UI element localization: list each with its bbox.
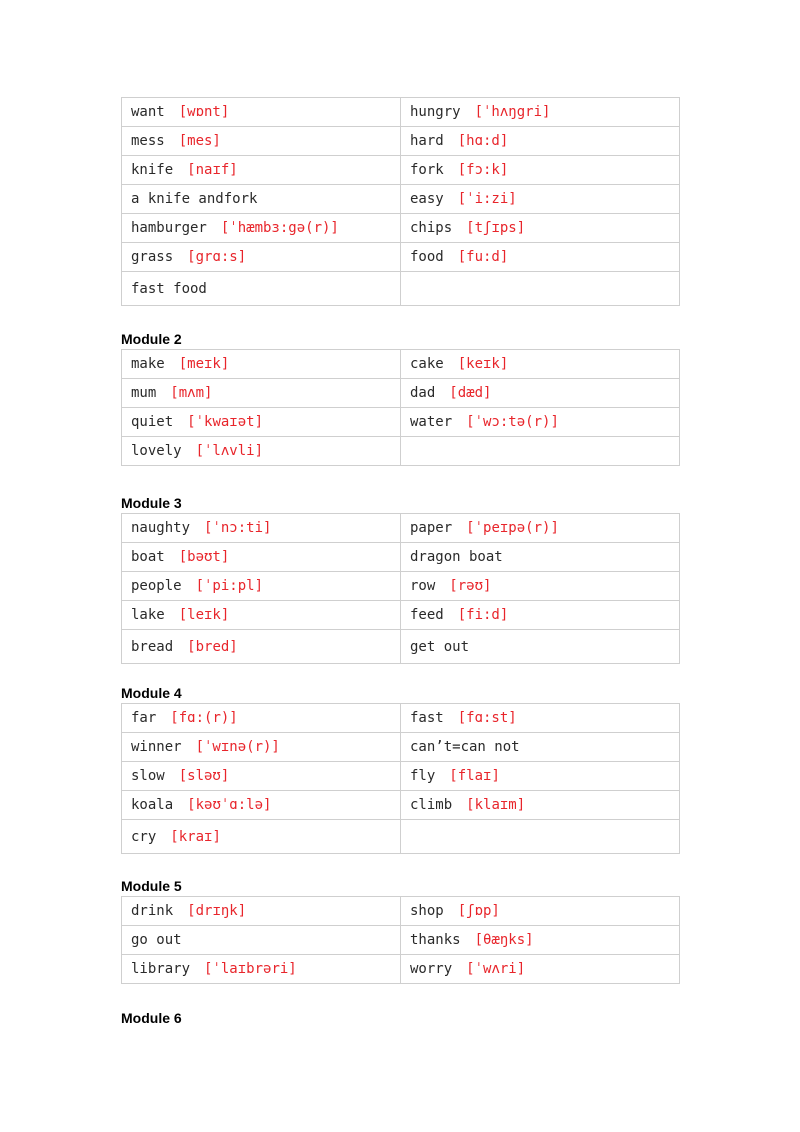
vocab-word: dad <box>410 385 436 401</box>
vocab-cell <box>122 601 401 630</box>
vocab-word: knife <box>131 162 174 178</box>
table-row <box>122 733 680 762</box>
vocab-cell <box>122 243 401 272</box>
vocab-table <box>121 97 680 306</box>
vocab-word: food <box>410 249 444 265</box>
vocab-word: paper <box>410 520 453 536</box>
vocab-ipa: [wɒnt] <box>178 104 230 120</box>
vocab-cell <box>401 704 680 733</box>
vocab-cell <box>401 543 680 572</box>
vocab-word: winner <box>131 739 182 755</box>
vocab-ipa: [ˈi:zi] <box>457 191 517 207</box>
vocab-cell <box>401 243 680 272</box>
vocab-cell <box>122 185 401 214</box>
vocab-cell <box>122 514 401 543</box>
vocab-ipa: [fi:d] <box>457 607 509 623</box>
vocab-ipa: [naɪf] <box>187 162 238 178</box>
vocab-word: fast <box>410 710 444 726</box>
vocab-cell <box>401 926 680 955</box>
vocab-ipa: [leɪk] <box>178 607 230 623</box>
vocab-cell <box>122 350 401 379</box>
vocab-ipa: [tʃɪps] <box>466 220 526 236</box>
vocab-ipa: [kraɪ] <box>170 828 221 845</box>
table-row <box>122 955 680 984</box>
vocab-ipa: [ˈnɔ:ti] <box>204 520 272 536</box>
vocab-word: climb <box>410 797 453 813</box>
vocab-ipa: [hɑ:d] <box>457 133 509 149</box>
vocab-cell-empty <box>401 820 680 854</box>
vocab-word: easy <box>410 191 444 207</box>
vocab-word: mum <box>131 385 157 401</box>
vocab-word: make <box>131 356 165 372</box>
table-row <box>122 379 680 408</box>
vocab-cell-empty <box>401 272 680 306</box>
vocab-cell <box>401 733 680 762</box>
vocab-ipa: [drɪŋk] <box>187 903 247 919</box>
vocab-word: go out <box>131 932 182 948</box>
vocab-word: chips <box>410 220 453 236</box>
vocab-cell <box>122 704 401 733</box>
vocab-cell <box>122 543 401 572</box>
table-row <box>122 897 680 926</box>
vocab-cell <box>401 601 680 630</box>
vocab-word: drink <box>131 903 174 919</box>
table-row <box>122 514 680 543</box>
vocab-cell <box>122 156 401 185</box>
vocab-cell <box>122 791 401 820</box>
vocab-word: fast food <box>131 280 207 297</box>
vocab-word: cake <box>410 356 444 372</box>
vocab-cell <box>122 127 401 156</box>
vocab-word: lake <box>131 607 165 623</box>
vocab-cell <box>122 272 401 306</box>
vocab-word: fork <box>410 162 444 178</box>
vocab-ipa: [ˈlʌvli] <box>195 443 264 459</box>
table-row <box>122 243 680 272</box>
vocab-word: far <box>131 710 157 726</box>
vocab-word: lovely <box>131 443 182 459</box>
section-heading: Module 6 <box>121 1010 182 1026</box>
vocab-word: a knife andfork <box>131 191 258 207</box>
vocab-word: hungry <box>410 104 461 120</box>
vocab-cell <box>401 379 680 408</box>
vocab-cell <box>122 926 401 955</box>
vocab-word: can’t=can not <box>410 739 520 755</box>
table-row <box>122 791 680 820</box>
section-heading: Module 5 <box>121 878 182 894</box>
table-row <box>122 630 680 664</box>
vocab-cell <box>122 572 401 601</box>
vocab-word: hard <box>410 133 444 149</box>
vocab-cell <box>401 572 680 601</box>
vocab-ipa: [bred] <box>187 638 238 655</box>
vocab-ipa: [keɪk] <box>457 356 509 372</box>
vocab-ipa: [ˈhʌŋgri] <box>474 104 551 120</box>
vocab-word: naughty <box>131 520 191 536</box>
vocab-cell <box>401 185 680 214</box>
vocab-ipa: [kəʊˈɑ:lə] <box>187 797 272 813</box>
vocab-cell <box>401 897 680 926</box>
vocab-word: cry <box>131 828 157 845</box>
vocab-word: worry <box>410 961 453 977</box>
vocab-word: slow <box>131 768 165 784</box>
vocab-table <box>121 349 680 466</box>
vocab-cell <box>401 350 680 379</box>
section-heading: Module 3 <box>121 495 182 511</box>
vocab-word: water <box>410 414 453 430</box>
vocab-word: dragon boat <box>410 549 503 565</box>
table-row <box>122 820 680 854</box>
table-row <box>122 704 680 733</box>
vocab-word: get out <box>410 638 470 655</box>
table-row <box>122 543 680 572</box>
vocab-ipa: [sləʊ] <box>178 768 230 784</box>
vocab-ipa: [fɔ:k] <box>457 162 509 178</box>
vocab-ipa: [ˈlaɪbrəri] <box>204 961 297 977</box>
vocab-ipa: [fu:d] <box>457 249 509 265</box>
vocab-cell <box>122 762 401 791</box>
vocab-table-module-1 <box>121 97 680 306</box>
vocab-cell <box>122 98 401 127</box>
vocab-word: people <box>131 578 182 594</box>
vocab-ipa: [ˈwʌri] <box>466 961 526 977</box>
vocab-cell <box>401 630 680 664</box>
vocab-ipa: [ˈpi:pl] <box>195 578 264 594</box>
table-row <box>122 214 680 243</box>
table-row <box>122 926 680 955</box>
section-heading: Module 2 <box>121 331 182 347</box>
vocab-cell <box>122 408 401 437</box>
vocab-ipa: [ʃɒp] <box>457 903 500 919</box>
vocab-cell <box>401 762 680 791</box>
vocab-word: want <box>131 104 165 120</box>
vocab-word: mess <box>131 133 165 149</box>
vocab-table-module-2 <box>121 349 680 466</box>
vocab-cell <box>122 379 401 408</box>
vocab-cell <box>401 98 680 127</box>
table-row <box>122 437 680 466</box>
vocab-cell <box>122 630 401 664</box>
vocab-cell <box>122 820 401 854</box>
vocab-ipa: [bəʊt] <box>178 549 230 565</box>
vocab-word: thanks <box>410 932 461 948</box>
vocab-ipa: [ˈhæmbɜ:gə(r)] <box>220 220 339 236</box>
vocab-table-module-5 <box>121 896 680 984</box>
vocab-table-module-3 <box>121 513 680 664</box>
vocab-ipa: [mes] <box>178 133 221 149</box>
vocab-cell <box>401 955 680 984</box>
vocab-word: feed <box>410 607 444 623</box>
vocab-word: quiet <box>131 414 174 430</box>
vocab-table <box>121 896 680 984</box>
vocab-ipa: [ˈwɪnə(r)] <box>195 739 280 755</box>
vocab-cell <box>401 156 680 185</box>
vocab-ipa: [meɪk] <box>178 356 230 372</box>
table-row <box>122 408 680 437</box>
section-heading: Module 4 <box>121 685 182 701</box>
vocab-cell <box>122 214 401 243</box>
vocab-cell <box>401 408 680 437</box>
vocab-ipa: [klaɪm] <box>466 797 526 813</box>
vocab-word: fly <box>410 768 436 784</box>
vocab-table <box>121 513 680 664</box>
vocab-word: boat <box>131 549 165 565</box>
vocab-cell <box>122 733 401 762</box>
vocab-word: shop <box>410 903 444 919</box>
vocab-cell <box>122 897 401 926</box>
vocab-cell <box>401 514 680 543</box>
vocab-ipa: [fɑ:st] <box>457 710 517 726</box>
vocab-ipa: [θæŋks] <box>474 932 534 948</box>
vocab-ipa: [ˈwɔ:tə(r)] <box>466 414 559 430</box>
vocab-cell <box>401 791 680 820</box>
vocab-cell <box>122 955 401 984</box>
vocab-word: bread <box>131 638 174 655</box>
vocab-table <box>121 703 680 854</box>
vocab-ipa: [mʌm] <box>170 385 213 401</box>
table-row <box>122 185 680 214</box>
vocab-cell <box>401 127 680 156</box>
vocab-word: grass <box>131 249 174 265</box>
table-row <box>122 156 680 185</box>
vocab-ipa: [ˈkwaɪət] <box>187 414 264 430</box>
vocab-cell-empty <box>401 437 680 466</box>
vocab-ipa: [dæd] <box>449 385 492 401</box>
vocab-cell <box>401 214 680 243</box>
table-row <box>122 350 680 379</box>
vocab-word: koala <box>131 797 174 813</box>
vocab-table-module-4 <box>121 703 680 854</box>
vocab-ipa: [fɑ:(r)] <box>170 710 238 726</box>
vocab-ipa: [ˈpeɪpə(r)] <box>466 520 559 536</box>
table-row <box>122 272 680 306</box>
vocab-ipa: [rəʊ] <box>449 578 492 594</box>
table-row <box>122 98 680 127</box>
table-row <box>122 127 680 156</box>
vocab-word: row <box>410 578 436 594</box>
table-row <box>122 601 680 630</box>
table-row <box>122 762 680 791</box>
vocab-ipa: [grɑ:s] <box>187 249 247 265</box>
table-row <box>122 572 680 601</box>
vocab-ipa: [flaɪ] <box>449 768 500 784</box>
vocab-word: hamburger <box>131 220 207 236</box>
vocab-cell <box>122 437 401 466</box>
vocab-word: library <box>131 961 191 977</box>
